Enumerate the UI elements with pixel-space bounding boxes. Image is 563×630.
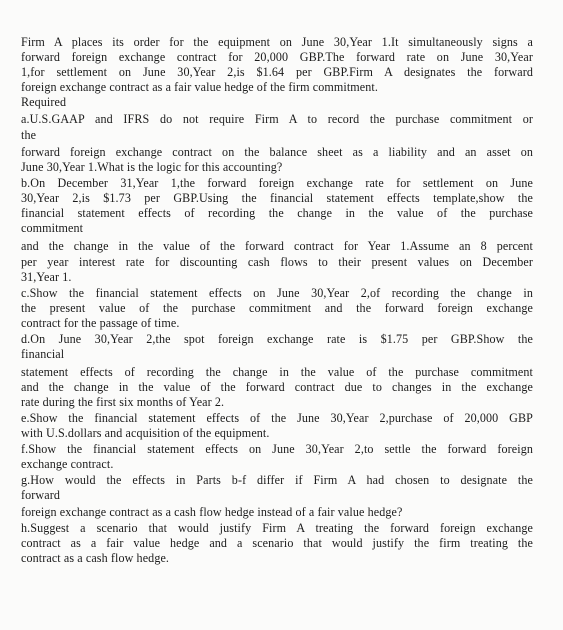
text-line: rate during the first six months of Year 2. [21,395,225,409]
text-line: with U.S.dollars and acquisition of the equipment. [21,426,270,440]
text-line: foreign exchange contract as a fair value hedge of the firm commitment. [21,80,378,94]
text-line: e.Show the financial statement effects of the June 30,Year 2,purchase of 20,000 GBP [21,411,533,425]
text-line: the [21,128,37,142]
text-line: d.On June 30,Year 2,the spot foreign exchange rate is $1.75 per GBP.Show the [21,332,533,346]
text-line: g.How would the effects in Parts b-f differ if Firm A had chosen to designate the [21,473,533,487]
text-line: exchange contract. [21,457,114,471]
text-line: commitment [21,221,84,235]
text-line: Firm A places its order for the equipment on June 30,Year 1.It simultaneously signs a [21,35,533,49]
text-line: b.On December 31,Year 1,the forward foreign exchange rate for settlement on June [21,176,533,190]
text-line: statement effects of recording the change in the value of the purchase commitment [21,365,533,379]
text-line: c.Show the financial statement effects on June 30,Year 2,of recording the change in [21,286,533,300]
text-line: 30,Year 2,is $1.73 per GBP.Using the financial statement effects template,show the [21,191,533,205]
text-line: contract as a cash flow hedge. [21,551,170,565]
text-line: per year interest rate for discounting cash flows to their present values on December [21,255,533,269]
text-line: a.U.S.GAAP and IFRS do not require Firm A to record the purchase commitment or [21,112,533,126]
text-line: financial statement effects of recording the change in the value of the purchase [21,206,533,220]
text-line: financial [21,347,65,361]
text-line: and the change in the value of the forward contract due to changes in the exchange [21,380,533,394]
text-line: h.Suggest a scenario that would justify Firm A treating the forward foreign exchange [21,521,533,535]
text-line: June 30,Year 1.What is the logic for this accounting? [21,160,283,174]
text-line: contract as a fair value hedge and a scenario that would justify the firm treating the [21,536,533,550]
text-line: foreign exchange contract as a cash flow hedge instead of a fair value hedge? [21,505,403,519]
section-heading: Required [21,95,67,109]
text-line: 31,Year 1. [21,270,72,284]
text-line: 1,for settlement on June 30,Year 2,is $1.64 per GBP.Firm A designates the forward [21,65,533,79]
text-line: f.Show the financial statement effects on June 30,Year 2,to settle the forward foreign [21,442,533,456]
text-line: forward foreign exchange contract on the balance sheet as a liability and an asset on [21,145,533,159]
text-line: the present value of the purchase commitment and the forward foreign exchange [21,301,533,315]
text-line: forward foreign exchange contract for 20,000 GBP.The forward rate on June 30,Year [21,50,533,64]
text-line: contract for the passage of time. [21,316,180,330]
text-line: forward [21,488,60,502]
text-line: and the change in the value of the forward contract for Year 1.Assume an 8 percent [21,239,533,253]
